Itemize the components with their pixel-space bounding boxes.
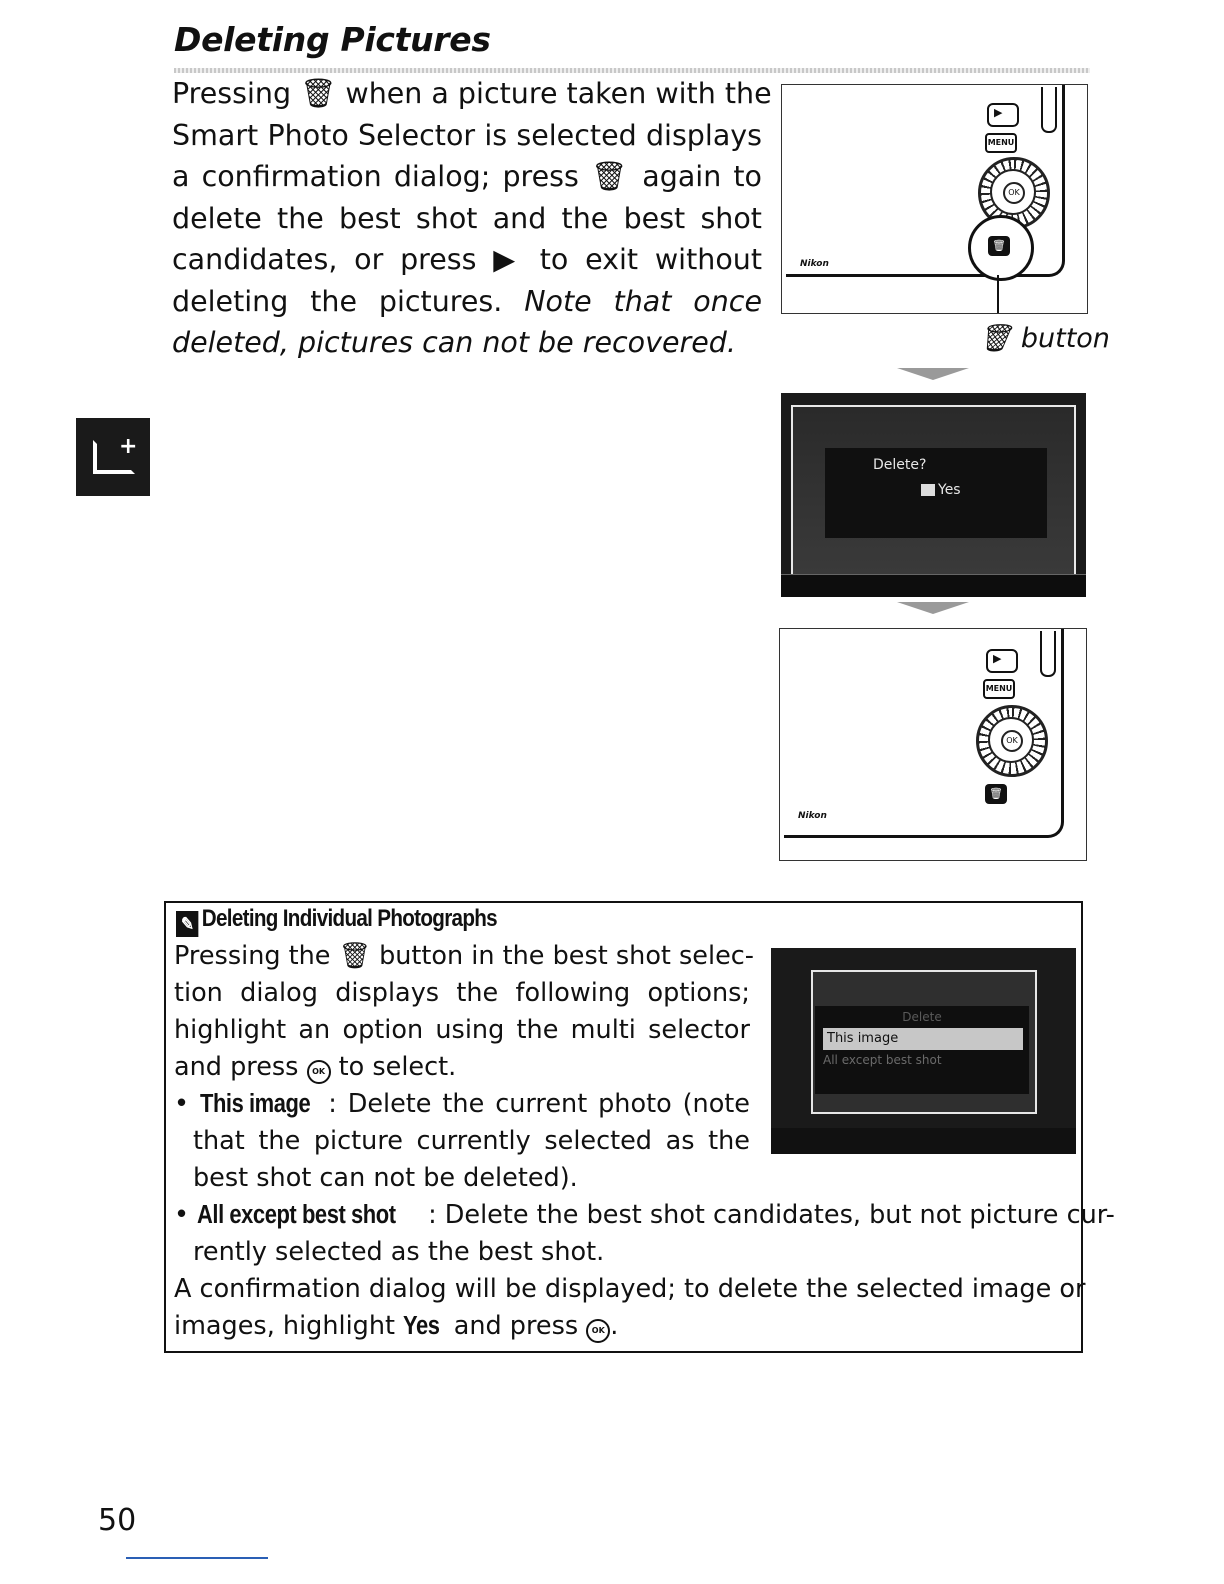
intro-paragraph [172, 73, 772, 364]
smart-photo-selector-tab-icon: + [76, 418, 150, 496]
intro-line [172, 281, 762, 323]
trash-button-caption: 🗑 button [978, 323, 1110, 354]
note-line: and press OK to select. [174, 1052, 457, 1082]
playback-button-icon [986, 649, 1018, 673]
note-line: images, highlight Yes and press OK . [174, 1311, 619, 1341]
screen-status-bar [771, 1128, 1076, 1154]
ok-button-icon: OK [307, 1060, 331, 1084]
page-footer-rule [126, 1557, 268, 1559]
brand-logo: Nikon [800, 259, 829, 269]
multi-selector-icon [976, 705, 1048, 777]
trash-icon [921, 484, 935, 496]
delete-options-menu [815, 1006, 1029, 1094]
section-title: Deleting Pictures [174, 20, 491, 59]
delete-confirmation-screen [781, 393, 1086, 597]
intro-warning-text: Note that once [524, 284, 762, 318]
trash-button-icon: 🗑 [985, 784, 1007, 804]
note-line: rently selected as the best shot. [193, 1237, 605, 1267]
intro-plain-text: deleting the pictures. [172, 284, 525, 318]
intro-line: Pressing 🗑 when a picture taken with the [172, 77, 772, 110]
note-line: best shot can not be deleted). [193, 1163, 578, 1193]
note-line: A confirmation dialog will be displayed; to delete the selected image or [174, 1274, 1086, 1304]
ok-button-icon: OK [586, 1319, 610, 1343]
delete-dialog [825, 448, 1047, 538]
intro-line: candidates, or press ▶ to exit without [172, 243, 762, 276]
note-line: highlight an option using the multi selector [174, 1015, 750, 1045]
note-title: ✎ Deleting Individual Photographs [176, 905, 497, 937]
page-number: 50 [98, 1503, 137, 1538]
brand-logo: Nikon [798, 811, 827, 821]
note-line: tion dialog displays the following options; [174, 978, 750, 1008]
intro-line: Smart Photo Selector is selected displays [172, 118, 762, 152]
trash-button-icon: 🗑 [988, 236, 1010, 256]
dialog-yes-option: 🗑 Yes [921, 482, 961, 498]
ok-button: OK [1003, 182, 1025, 204]
intro-line [172, 322, 762, 364]
bullet-all-except-best-shot: • All except best shot : Delete the best shot candidates, but not picture cur- [174, 1200, 1115, 1230]
menu-button: MENU [985, 133, 1017, 153]
camera-back-illustration [781, 84, 1088, 314]
menu-option-this-image: This image [823, 1028, 1023, 1050]
playback-button-icon [987, 103, 1019, 127]
camera-back-illustration [779, 628, 1087, 861]
delete-options-screen [771, 948, 1076, 1154]
intro-line: a confirmation dialog; press 🗑 again to [172, 160, 762, 193]
bullet-this-image: • This image : Delete the current photo (note [174, 1089, 750, 1119]
intro-line: delete the best shot and the best shot [172, 201, 762, 235]
pencil-icon: ✎ [176, 911, 198, 937]
note-line: Pressing the 🗑 button in the best shot selec- [174, 941, 754, 971]
menu-heading: Delete [902, 1010, 942, 1024]
flow-arrow-icon [897, 368, 969, 380]
menu-button: MENU [983, 679, 1015, 699]
ok-button: OK [1001, 730, 1023, 752]
intro-warning-text: deleted, pictures can not be recovered. [172, 326, 736, 359]
menu-option-all-except-best-shot: All except best shot [823, 1053, 942, 1067]
note-line: that the picture currently selected as the [193, 1126, 750, 1156]
dialog-title: Delete? [873, 457, 927, 473]
flow-arrow-icon [897, 602, 969, 614]
